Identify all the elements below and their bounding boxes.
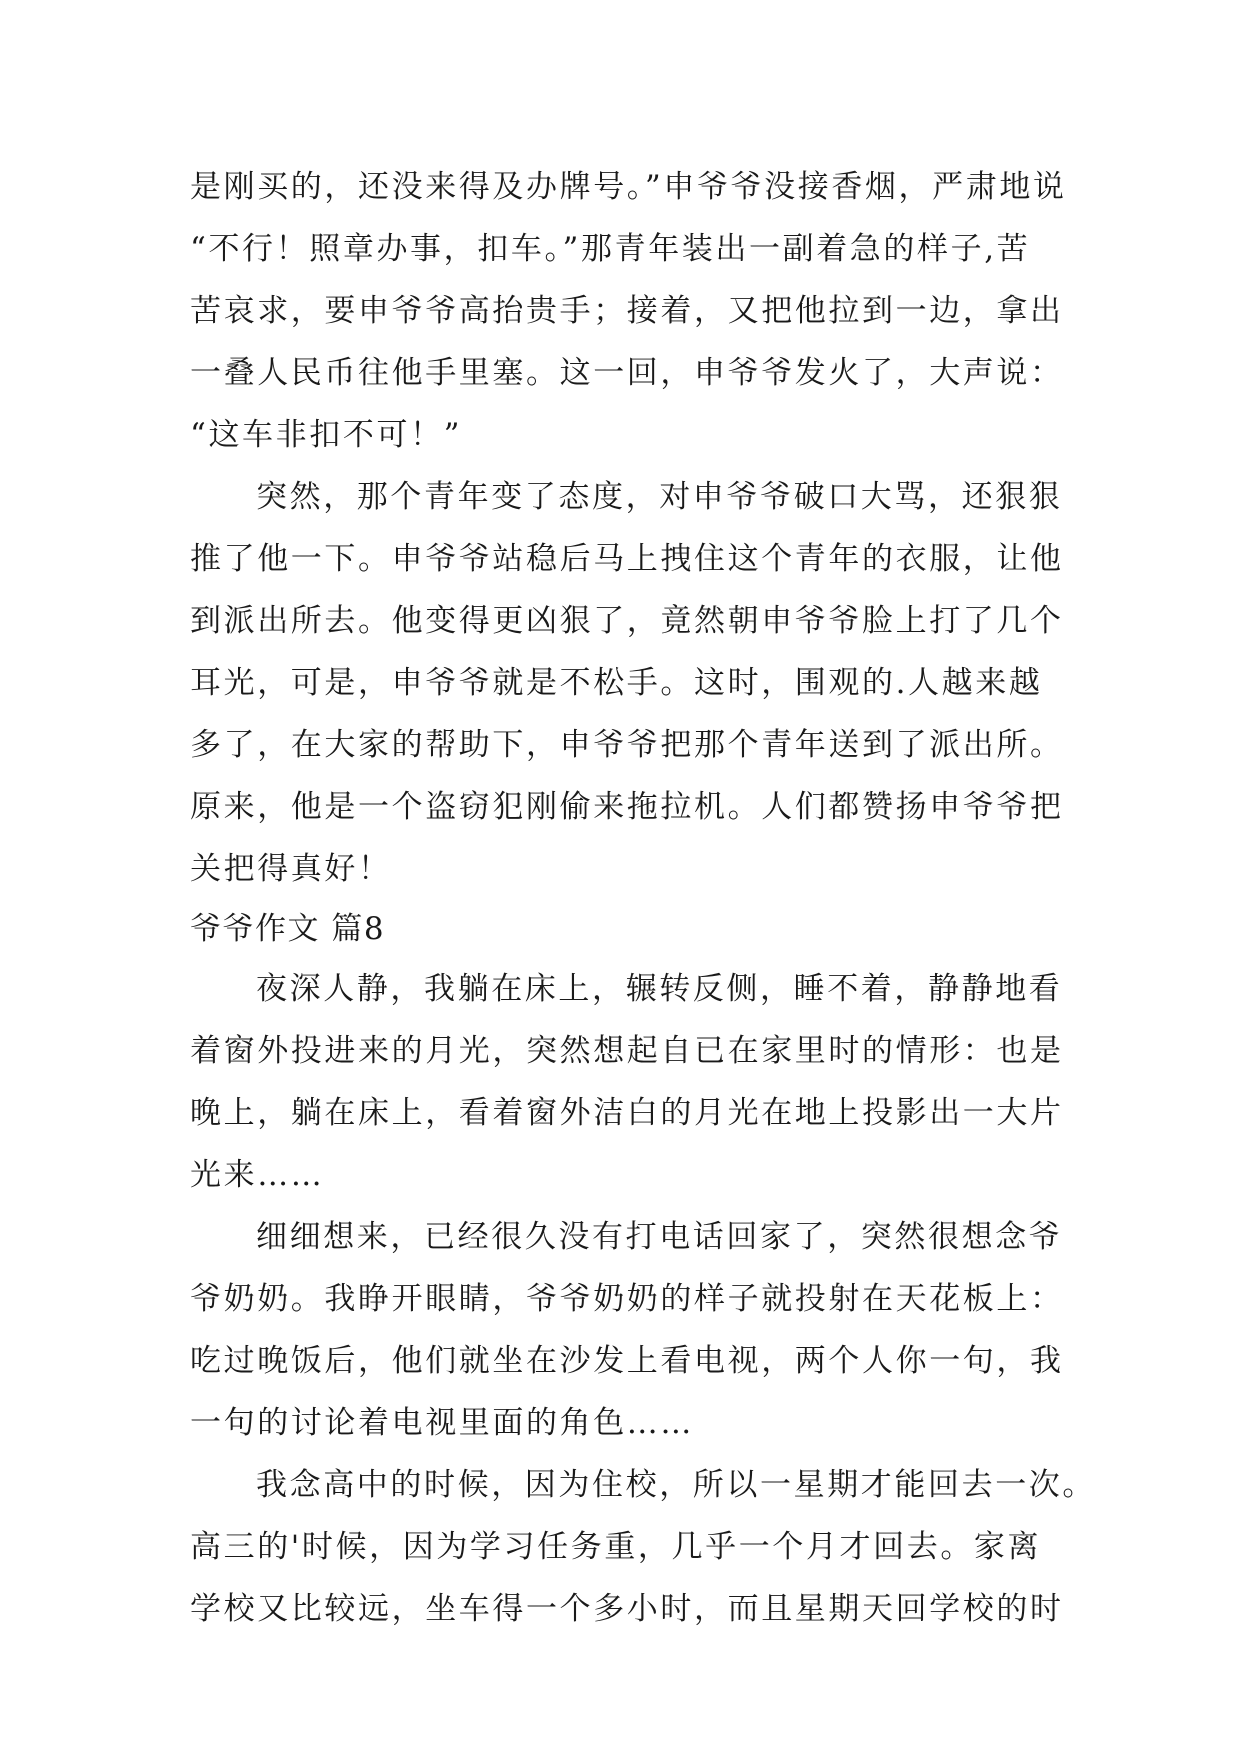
text-line: 高三的'时候，因为学习任务重，几乎一个月才回去。家离: [190, 1529, 1042, 1565]
text-line: “这车非扣不可！”: [190, 417, 463, 453]
paragraph-start-line: 细细想来，已经很久没有打电话回家了，突然很想念爷: [256, 1219, 1063, 1255]
text-line: 爷奶奶。我睁开眼睛，爷爷奶奶的样子就投射在天花板上：: [190, 1281, 1064, 1317]
text-line: 一句的讨论着电视里面的角色……: [190, 1405, 694, 1441]
text-line: 一叠人民币往他手里塞。这一回，申爷爷发火了，大声说：: [190, 355, 1064, 391]
text-line: 苦哀求，要申爷爷高抬贵手；接着，又把他拉到一边，拿出: [190, 293, 1064, 329]
text-line: 是刚买的，还没来得及办牌号。”申爷爷没接香烟，严肃地说: [190, 169, 1067, 205]
paragraph-start-line: 夜深人静，我躺在床上，辗转反侧，睡不着，静静地看: [256, 971, 1063, 1007]
text-line: 关把得真好！: [190, 851, 392, 887]
section-heading: 爷爷作文 篇8: [190, 911, 386, 947]
text-line: 着窗外投进来的月光，突然想起自已在家里时的情形：也是: [190, 1033, 1064, 1069]
text-line: “不行！照章办事，扣车。”那青年装出一副着急的样子,苦: [190, 231, 1031, 267]
text-line: 耳光，可是，申爷爷就是不松手。这时，围观的.人越来越: [190, 665, 1043, 701]
text-line: 多了，在大家的帮助下，申爷爷把那个青年送到了派出所。: [190, 727, 1064, 763]
text-line: 吃过晚饭后，他们就坐在沙发上看电视，两个人你一句，我: [190, 1343, 1064, 1379]
document-body: [190, 156, 1096, 1640]
text-line: 学校又比较远，坐车得一个多小时，而且星期天回学校的时: [190, 1591, 1064, 1627]
text-line: 光来……: [190, 1157, 325, 1193]
paragraph-start-line: 突然，那个青年变了态度，对申爷爷破口大骂，还狠狠: [256, 479, 1063, 515]
paragraph-start-line: 我念高中的时候，因为住校，所以一星期才能回去一次。: [256, 1467, 1096, 1503]
text-line: 推了他一下。申爷爷站稳后马上拽住这个青年的衣服，让他: [190, 541, 1064, 577]
text-line: 晚上，躺在床上，看着窗外洁白的月光在地上投影出一大片: [190, 1095, 1064, 1131]
text-line: 原来，他是一个盗窃犯刚偷来拖拉机。人们都赞扬申爷爷把: [190, 789, 1064, 825]
text-line: 到派出所去。他变得更凶狠了，竟然朝申爷爷脸上打了几个: [190, 603, 1064, 639]
